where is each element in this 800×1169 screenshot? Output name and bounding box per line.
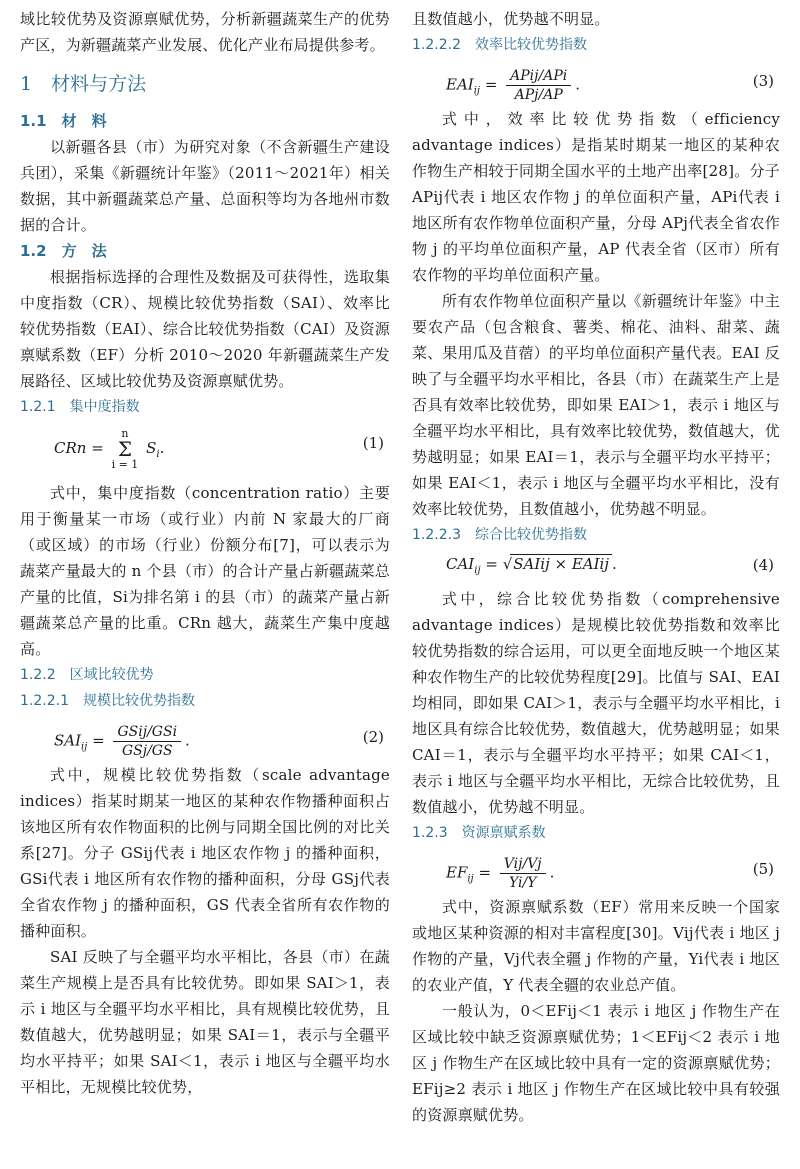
cai-paragraph: 式中，综合比较优势指数（comprehensive advantage indices）是规模比较优势指数和效率比较优势指数的综合运用，可以更全面地反映一个地区某种农作物生产的比较优势程度[29]。比值与 SAI、EAI 均相同，即如果 CAI＞1，表示与全疆平均水平相比，i 地区具有综合比较优势，数值越大，优势越明显；如果 CAI＝1，表示与全疆平均水平持平；如果 CAI＜1，表示 i 地区与全疆平均水平相比，无综合比较优势，且数值越小，优势越不明显。 [412, 590, 780, 816]
eq5-fraction: $\frac{\text{Vij/Vj}}{Yi/Y}$ [500, 856, 546, 891]
intro-paragraph: 域比较优势及资源禀赋优势，分析新疆蔬菜生产的优势产区，为新疆蔬菜产业发展、优化产业布局提供参考。 [20, 10, 390, 54]
eq3-fraction: $\frac{\text{APij/APi}}{\text{APj/AP}}$ [506, 68, 571, 103]
heading-1-2-2-3: 1.2.2.3 综合比较优势指数 [412, 527, 587, 543]
heading-1-2: 1.2 方 法 [20, 242, 107, 260]
eq1-number: (1) [362, 434, 384, 452]
equation-5: $EF_{ij}$ = $\frac{\text{Vij/Vj}}{Yi/Y}$ . (5) [446, 856, 774, 891]
eq1-term: S [146, 439, 157, 457]
heading-1-2-2-1: 1.2.2.1 规模比较优势指数 [20, 693, 195, 709]
sai-paragraph-1: 式中，规模比较优势指数（scale advantage indices）指某时期某一地区的某种农作物播种面积占该地区所有农作物面积的比例与同期全国比例的对比关系[27]。分子 GSij代表 i 地区农作物 j 的播种面积，GSi代表 i 地区所有农作物的播种面积，分母 GSj代表全省农作物 j 的播种面积，GS 代表全省所有农作物的播种面积。 [20, 766, 390, 940]
heading-1-2-2-2: 1.2.2.2 效率比较优势指数 [412, 37, 587, 53]
cr-paragraph: 式中，集中度指数（concentration ratio）主要用于衡量某一市场（或行业）内前 N 家最大的厂商（或区域）的市场（行业）份额分布[7]，可以表示为蔬菜产量最大的 n 个县（市）的合计产量占新疆蔬菜总产量的比值，Si为排名第 i 的县（市）的蔬菜产量占新疆蔬菜总产量的比重。CRn 越大，蔬菜生产集中度越高。 [20, 484, 390, 658]
eai-paragraph-1: 式中，效率比较优势指数（efficiency advantage indices）是指某时期某一地区的某种农作物生产相较于同期全国水平的土地产出率[28]。分子 APij代表 i 地区农作物 j 的单位面积产量，APi代表 i 地区所有农作物单位面积产量，分母 APj代表全省农作物 j 的平均单位面积产量，AP 代表全省（区市）所有农作物的平均单位面积产量。 [412, 110, 780, 284]
continued-paragraph: 且数值越小，优势越不明显。 [412, 10, 610, 28]
heading-1-2-1: 1.2.1 集中度指数 [20, 399, 140, 415]
eai-paragraph-2: 所有农作物单位面积产量以《新疆统计年鉴》中主要农产品（包含粮食、薯类、棉花、油料、甜菜、蔬菜、果用瓜及苜蓿）的平均单位面积产量代表。EAI 反映了与全疆平均水平相比，各县（市）在蔬菜生产上是否具有效率比较优势，即如果 EAI＞1，表示 i 地区与全疆平均水平相比，具有效率比较优势，数值越大，优势越明显；如果 EAI＝1，表示与全疆平均水平持平；如果 EAI＜1，表示 i 地区与全疆平均水平相比，没有效率比较优势，且数值越小，优势越不明显。 [412, 292, 780, 518]
equation-3: $EAI_{ij}$ = $\frac{\text{APij/APi}}{\text{APj/AP}}$ . (3) [446, 68, 774, 103]
eq1-lhs: CRn [54, 439, 87, 457]
eq3-number: (3) [752, 72, 774, 90]
ef-paragraph-1: 式中，资源禀赋系数（EF）常用来反映一个国家或地区某种资源的相对丰富程度[30]。Vij代表 i 地区 j 作物的产量，Vj代表全疆 j 作物的产量，Yi代表 i 地区的农业产值，Y 代表全疆的农业总产值。 [412, 898, 780, 994]
ef-paragraph-2: 一般认为，0＜EFij＜1 表示 i 地区 j 作物生产在区域比较中缺乏资源禀赋优势；1＜EFij＜2 表示 i 地区 j 作物生产在区域比较中具有一定的资源禀赋优势；EFij≥2 表示 i 地区 j 作物生产在区域比较中具有较强的资源禀赋优势。 [412, 1002, 780, 1124]
eq2-fraction: $\frac{\text{GSij/GSi}}{\text{GSj/GS}}$ [113, 724, 181, 759]
eq4-number: (4) [752, 556, 774, 574]
equation-1: CRn = n Σ i = 1 $S_i$. (1) [54, 427, 384, 471]
heading-1-2-2: 1.2.2 区域比较优势 [20, 667, 154, 683]
right-column [412, 6, 780, 1128]
materials-paragraph: 以新疆各县（市）为研究对象（不含新疆生产建设兵团），采集《新疆统计年鉴》（2011～2021年）相关数据，其中新疆蔬菜总产量、总面积等均为各地州市数据的合计。 [20, 138, 390, 234]
methods-paragraph: 根据指标选择的合理性及数据及可获得性，选取集中度指数（CR）、规模比较优势指数（SAI）、效率比较优势指数（EAI）、综合比较优势指数（CAI）及资源禀赋系数（EF）分析 2010～2020 年新疆蔬菜生产发展路径、区域比较优势及资源禀赋优势。 [20, 268, 390, 390]
sqrt-icon: √ [502, 555, 513, 573]
equation-4: $CAI_{ij}$ = √SAIij × EAIij . (4) [446, 555, 774, 576]
eq5-number: (5) [752, 860, 774, 878]
heading-1-1: 1.1 材 料 [20, 112, 107, 130]
section-heading-1: 1 材料与方法 [20, 73, 147, 95]
sai-paragraph-2: SAI 反映了与全疆平均水平相比，各县（市）在蔬菜生产规模上是否具有比较优势。即如果 SAI＞1，表示 i 地区与全疆平均水平相比，具有规模比较优势，且数值越大，优势越明显；如果 SAI＝1，表示与全疆平均水平持平；如果 SAI＜1，表示 i 地区与全疆平均水平相比，无规模比较优势， [20, 948, 390, 1096]
eq1-sigma: n Σ i = 1 [111, 427, 139, 471]
heading-1-2-3: 1.2.3 资源禀赋系数 [412, 825, 546, 841]
eq2-number: (2) [362, 728, 384, 746]
equation-2: $SAI_{ij}$ = $\frac{\text{GSij/GSi}}{\text{GSj/GS}}$ . (2) [54, 724, 384, 759]
left-column [20, 6, 390, 1100]
